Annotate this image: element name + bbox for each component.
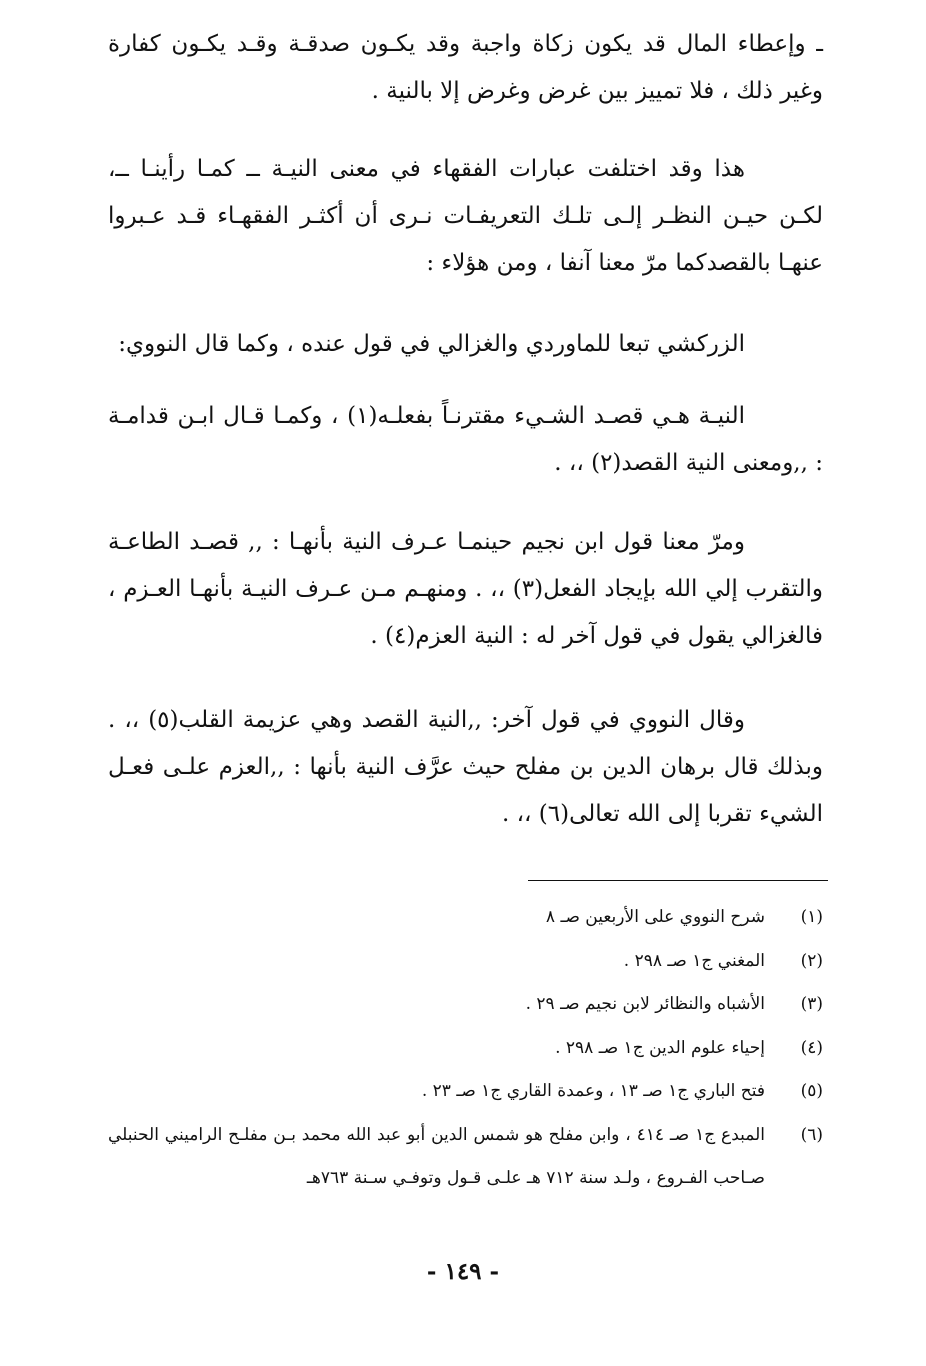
paragraph-4	[108, 393, 823, 489]
paragraph-text: الزركشي تبعا للماوردي والغزالي في قول عنده ، وكما قال النووي:	[118, 331, 745, 357]
paragraph-text: ومرّ معنا قول ابن نجيم حينمـا عـرف النية بأنهـا : ,, قصـد الطاعـة والتقرب إلي الله بإيجاد الفعل(٣) ،، . ومنهـم مـن عـرف النيـة بأنهـا العـزم ، فالغزالي يقول في قول آخر له : النية العزم(٤) .	[108, 529, 823, 649]
footnote-number: (١)	[800, 907, 823, 927]
footnote-1	[108, 896, 823, 940]
footnote-number: (٢)	[800, 950, 823, 971]
paragraph-text: هذا وقد اختلفت عبارات الفقهاء في معنى النيـة ــ كمـا رأينـا ــ، لكـن حيـن النظـر إلـى تلـك التعريفـات نـرى أن أكثـر الفقهـاء قـد عـبروا عنهـا بالقصدكما مرّ معنا آنفا ، ومن هؤلاء :	[108, 156, 823, 276]
footnote-number: (٦)	[800, 1124, 823, 1145]
footnote-text: المغني ج١ صـ ٢٩٨ .	[623, 950, 765, 971]
paragraph-5	[108, 519, 823, 661]
footnote-number: (٣)	[800, 994, 823, 1014]
footnote-5	[108, 1070, 823, 1114]
footnotes-list	[108, 896, 823, 1201]
footnote-number: (٤)	[800, 1037, 823, 1058]
paragraph-text: ـ وإعطاء المال قد يكون زكاة واجبة وقد يكـون صدقـة وقـد يكـون كفارة وغير ذلك ، فلا تمييز بين غرض وغرض إلا بالنية .	[108, 31, 823, 104]
footnote-text: شرح النووي على الأربعين صـ ٨	[545, 907, 765, 927]
footnote-4	[108, 1027, 823, 1071]
paragraph-3	[108, 321, 823, 368]
footnote-text: المبدع ج١ صـ ٤١٤ ، وابن مفلح هو شمس الدين أبو عبد الله محمد بـن مفلـح الراميني الحنبلي صـاحب الفـروع ، ولـد سنة ٧١٢ هـ علـى قـول وتوفـي سـنة ٧٦٣هـ	[108, 1124, 765, 1188]
page-number: - ١٤٩ -	[426, 1258, 500, 1285]
paragraph-text: وقال النووي في قول آخر: ,,النية القصد وهي عزيمة القلب(٥) ،، . وبذلك قال برهان الدين بن مفلح حيث عرَّف النية بأنها : ,,العزم علـى فعـل الشيء تقربا إلى الله تعالى(٦) ،، .	[108, 707, 823, 827]
paragraph-2	[108, 146, 823, 288]
paragraph-text: النيـة هـي قصـد الشـيء مقترنـاً بفعلـه(١) ، وكمـا قـال ابـن قدامـة : ,,ومعنى النية القصد(٢) ،، .	[108, 403, 823, 476]
footnote-2	[108, 940, 823, 984]
footnote-text: فتح الباري ج١ صـ ١٣ ، وعمدة القاري ج١ صـ ٢٣ .	[421, 1081, 765, 1101]
footnote-text: الأشباه والنظائر لابن نجيم صـ ٢٩ .	[525, 994, 765, 1014]
paragraph-1	[108, 21, 823, 117]
paragraph-6	[108, 697, 823, 839]
footnote-divider	[528, 880, 828, 881]
footnote-3	[108, 983, 823, 1027]
footnote-number: (٥)	[800, 1081, 823, 1101]
footnote-6	[108, 1114, 823, 1201]
footnote-text: إحياء علوم الدين ج١ صـ ٢٩٨ .	[555, 1037, 765, 1058]
